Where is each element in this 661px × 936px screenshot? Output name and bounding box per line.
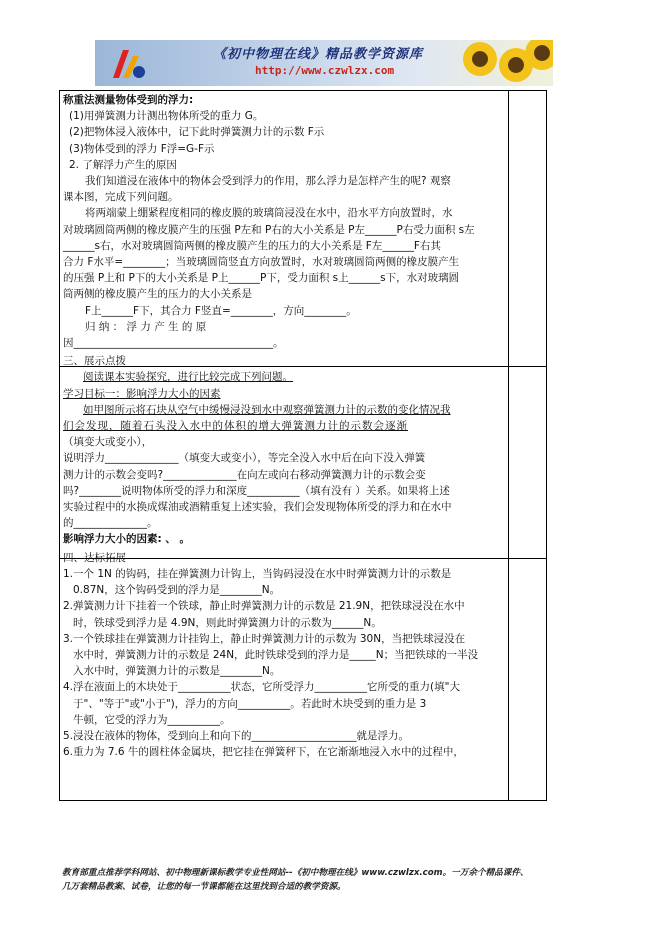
logo-icon [109,44,147,82]
text-line: 4.浮在液面上的木块处于__________状态，它所受浮力__________它所受的重力(填"大 [63,681,460,694]
text-line: 对玻璃圆筒两侧的橡皮膜产生的压强 P左和 P右的大小关系是 P左______P右受力面积 s左 [63,223,475,236]
banner-url[interactable]: http://www.czwlzx.com [255,64,395,77]
text-line: 合力 F水平=________；当玻璃圆筒竖直方向放置时，水对玻璃圆筒两侧的橡皮膜产生 [63,256,460,269]
text-line: 学习目标一：影响浮力大小的因素 [63,387,221,400]
footer-line: 教育部重点推荐学科网站、初中物理新课标教学专业性网站--《初中物理在线》www.czwlzx.com。一万余个精品课件、 [62,868,529,878]
footer-line: 几万套精品教案、试卷，让您的每一节课都能在这里找到合适的教学资源。 [62,882,346,892]
text-line: 牛顿，它受的浮力为__________。 [73,713,231,726]
text-line: (2)把物体浸入液体中，记下此时弹簧测力计的示数 F示 [69,126,325,139]
text-line: 时，铁球受到浮力是 4.9N，则此时弹簧测力计的示数为______N。 [73,616,382,629]
text-line: 们会发现，随着石头没入水中的体积的增大弹簧测力计的示数会逐渐 [63,420,408,433]
text-line: 我们知道浸在液体中的物体会受到浮力的作用，那么浮力是怎样产生的呢? 观察 [85,175,451,188]
text-line: 实验过程中的水换成煤油或酒精重复上述实验，我们会发现物体所受的浮力和在水中 [63,501,452,514]
text-line: 四、达标拓展 [63,551,126,564]
text-line: 水中时，弹簧测力计的示数是 24N，此时铁球受到的浮力是_____N；当把铁球的一半没 [73,648,479,661]
text-line: 三、展示点拨 [63,355,126,368]
text-line: F上______F下，其合力 F竖直=________，方向________。 [85,304,357,317]
text-line: 5.浸没在液体的物体，受到向上和向下的____________________就是浮力。 [63,729,410,742]
text-line: ______s右，水对玻璃圆筒两侧的橡皮膜产生的压力的大小关系是 F左______F右其 [63,239,441,252]
text-line: 将两端蒙上绷紧程度相同的橡皮膜的玻璃筒浸没在水中，沿水平方向放置时，水 [85,207,453,220]
text-line: 筒两侧的橡皮膜产生的压力的大小关系是 [63,288,252,301]
text-line: 阅读课本实验探究，进行比较完成下列问题。 [83,371,293,384]
page-footer [62,866,622,894]
table-column-divider [508,90,509,801]
header-banner [95,40,553,86]
text-line: 如甲图所示将石块从空气中缓慢浸没到水中观察弹簧测力计的示数的变化情况我 [83,403,451,416]
text-line: 称重法测量物体受到的浮力: [63,94,194,106]
text-line: 入水中时，弹簧测力计的示数是________N。 [73,665,281,678]
sunflower-icon [463,42,497,76]
banner-title: 《初中物理在线》精品教学资源库 [213,47,424,62]
text-line: 测力计的示数会变吗?______________在向左或向右移动弹簧测力计的示数会变 [63,468,426,481]
text-line: (3)物体受到的浮力 F浮=G-F示 [69,142,215,155]
text-line: 影响浮力大小的因素: 、 。 [63,533,191,546]
text-line: 3.一个铁球挂在弹簧测力计挂钩上，静止时弹簧测力计的示数为 30N，当把铁球浸没在 [63,632,466,645]
text-line: 课本图，完成下列问题。 [63,191,179,204]
text-line: 2. 了解浮力产生的原因 [69,158,177,171]
text-line: 的______________。 [63,517,158,530]
text-line: （填变大或变小）， [63,436,153,449]
text-line: 因______________________________________。 [63,337,284,350]
text-line: 归 纳 ： 浮 力 产 生 的 原 [85,320,207,333]
text-line: 于"、"等于"或"小于")，浮力的方向__________。若此时木块受到的重力是 3 [73,697,427,710]
text-line: 1.一个 1N 的钩码，挂在弹簧测力计钩上，当钩码浸没在水中时弹簧测力计的示数是 [63,567,452,580]
text-line: 2.弹簧测力计下挂着一个铁球，静止时弹簧测力计的示数是 21.9N，把铁球浸没在水中 [63,600,465,613]
text-line: 吗?________说明物体所受的浮力和深度__________（填有没有 ）关系。如果将上述 [63,484,450,497]
text-line: 的压强 P上和 P下的大小关系是 P上______P下，受力面积 s上______s下，水对玻璃圆 [63,272,460,285]
text-line: 说明浮力______________（填变大或变小），等完全没入水中后在向下没入弹簧 [63,452,426,465]
text-line: (1)用弹簧测力计测出物体所受的重力 G。 [69,110,264,123]
worksheet-content [63,92,505,760]
text-line: 0.87N，这个钩码受到的浮力是________N。 [73,584,281,597]
text-line: 6.重力为 7.6 牛的圆柱体金属块，把它挂在弹簧秤下，在它渐渐地浸入水中的过程中， [63,746,464,759]
